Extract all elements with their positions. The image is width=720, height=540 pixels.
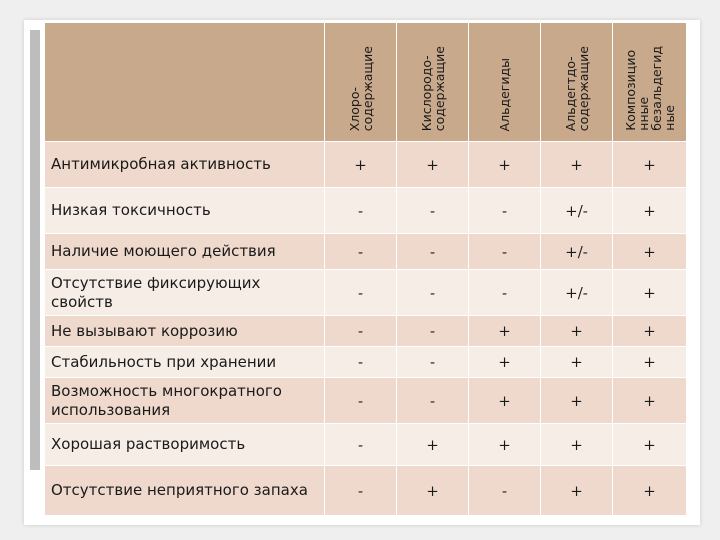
table-row — [45, 347, 687, 378]
property-mark: - — [469, 188, 541, 234]
table-row — [45, 188, 687, 234]
column-header-label: Альдегтдо- содержащие — [562, 45, 591, 131]
row-label: Отсутствие фиксирующих свойств — [45, 270, 325, 316]
row-label: Антимикробная активность — [45, 142, 325, 188]
property-mark: + — [613, 424, 687, 466]
table-row — [45, 316, 687, 347]
property-mark: +/- — [541, 270, 613, 316]
table-row — [45, 378, 687, 424]
property-mark: + — [469, 378, 541, 424]
property-mark: - — [325, 424, 397, 466]
property-mark: + — [469, 316, 541, 347]
property-mark: - — [469, 466, 541, 516]
column-header — [325, 23, 397, 142]
property-mark: + — [613, 234, 687, 270]
property-mark: + — [397, 142, 469, 188]
property-mark: + — [541, 142, 613, 188]
column-header-label: Альдегиды — [497, 57, 512, 131]
header-row — [45, 23, 687, 142]
property-mark: + — [541, 316, 613, 347]
row-label: Стабильность при хранении — [45, 347, 325, 378]
row-label: Не вызывают коррозию — [45, 316, 325, 347]
property-mark: + — [541, 347, 613, 378]
property-mark: - — [325, 466, 397, 516]
property-mark: +/- — [541, 188, 613, 234]
row-label: Хорошая растворимость — [45, 424, 325, 466]
comparison-table — [44, 22, 687, 516]
property-mark: + — [469, 142, 541, 188]
decorative-side-bar — [30, 30, 40, 470]
property-mark: - — [325, 378, 397, 424]
property-mark: + — [325, 142, 397, 188]
property-mark: + — [613, 466, 687, 516]
property-mark: + — [541, 466, 613, 516]
column-header — [397, 23, 469, 142]
row-label: Низкая токсичность — [45, 188, 325, 234]
property-mark: - — [469, 234, 541, 270]
table-row — [45, 234, 687, 270]
column-header — [541, 23, 613, 142]
property-mark: - — [325, 347, 397, 378]
property-mark: + — [613, 378, 687, 424]
property-mark: + — [613, 188, 687, 234]
property-mark: + — [613, 347, 687, 378]
table-row — [45, 142, 687, 188]
property-mark: + — [397, 424, 469, 466]
header-corner-cell — [45, 23, 325, 142]
property-mark: + — [541, 424, 613, 466]
property-mark: - — [397, 270, 469, 316]
column-header-label: Композицио нные безальдегид ные — [622, 46, 677, 131]
property-mark: + — [397, 466, 469, 516]
property-mark: - — [469, 270, 541, 316]
column-header-label: Кислородо- содержащие — [418, 45, 447, 131]
property-mark: + — [469, 424, 541, 466]
property-mark: + — [613, 270, 687, 316]
property-mark: + — [541, 378, 613, 424]
table-row — [45, 270, 687, 316]
table-row — [45, 466, 687, 516]
property-mark: - — [325, 270, 397, 316]
property-mark: - — [397, 234, 469, 270]
property-mark: +/- — [541, 234, 613, 270]
property-mark: - — [397, 378, 469, 424]
property-mark: - — [397, 347, 469, 378]
table-body — [45, 142, 687, 516]
property-mark: - — [325, 234, 397, 270]
column-header — [613, 23, 687, 142]
property-mark: - — [397, 316, 469, 347]
column-header-label: Хлоро- содержащие — [346, 45, 375, 131]
table-row — [45, 424, 687, 466]
property-mark: + — [469, 347, 541, 378]
row-label: Возможность многократного использования — [45, 378, 325, 424]
row-label: Наличие моющего действия — [45, 234, 325, 270]
property-mark: - — [325, 316, 397, 347]
row-label: Отсутствие неприятного запаха — [45, 466, 325, 516]
property-mark: + — [613, 316, 687, 347]
property-mark: - — [397, 188, 469, 234]
property-mark: + — [613, 142, 687, 188]
column-header — [469, 23, 541, 142]
property-mark: - — [325, 188, 397, 234]
